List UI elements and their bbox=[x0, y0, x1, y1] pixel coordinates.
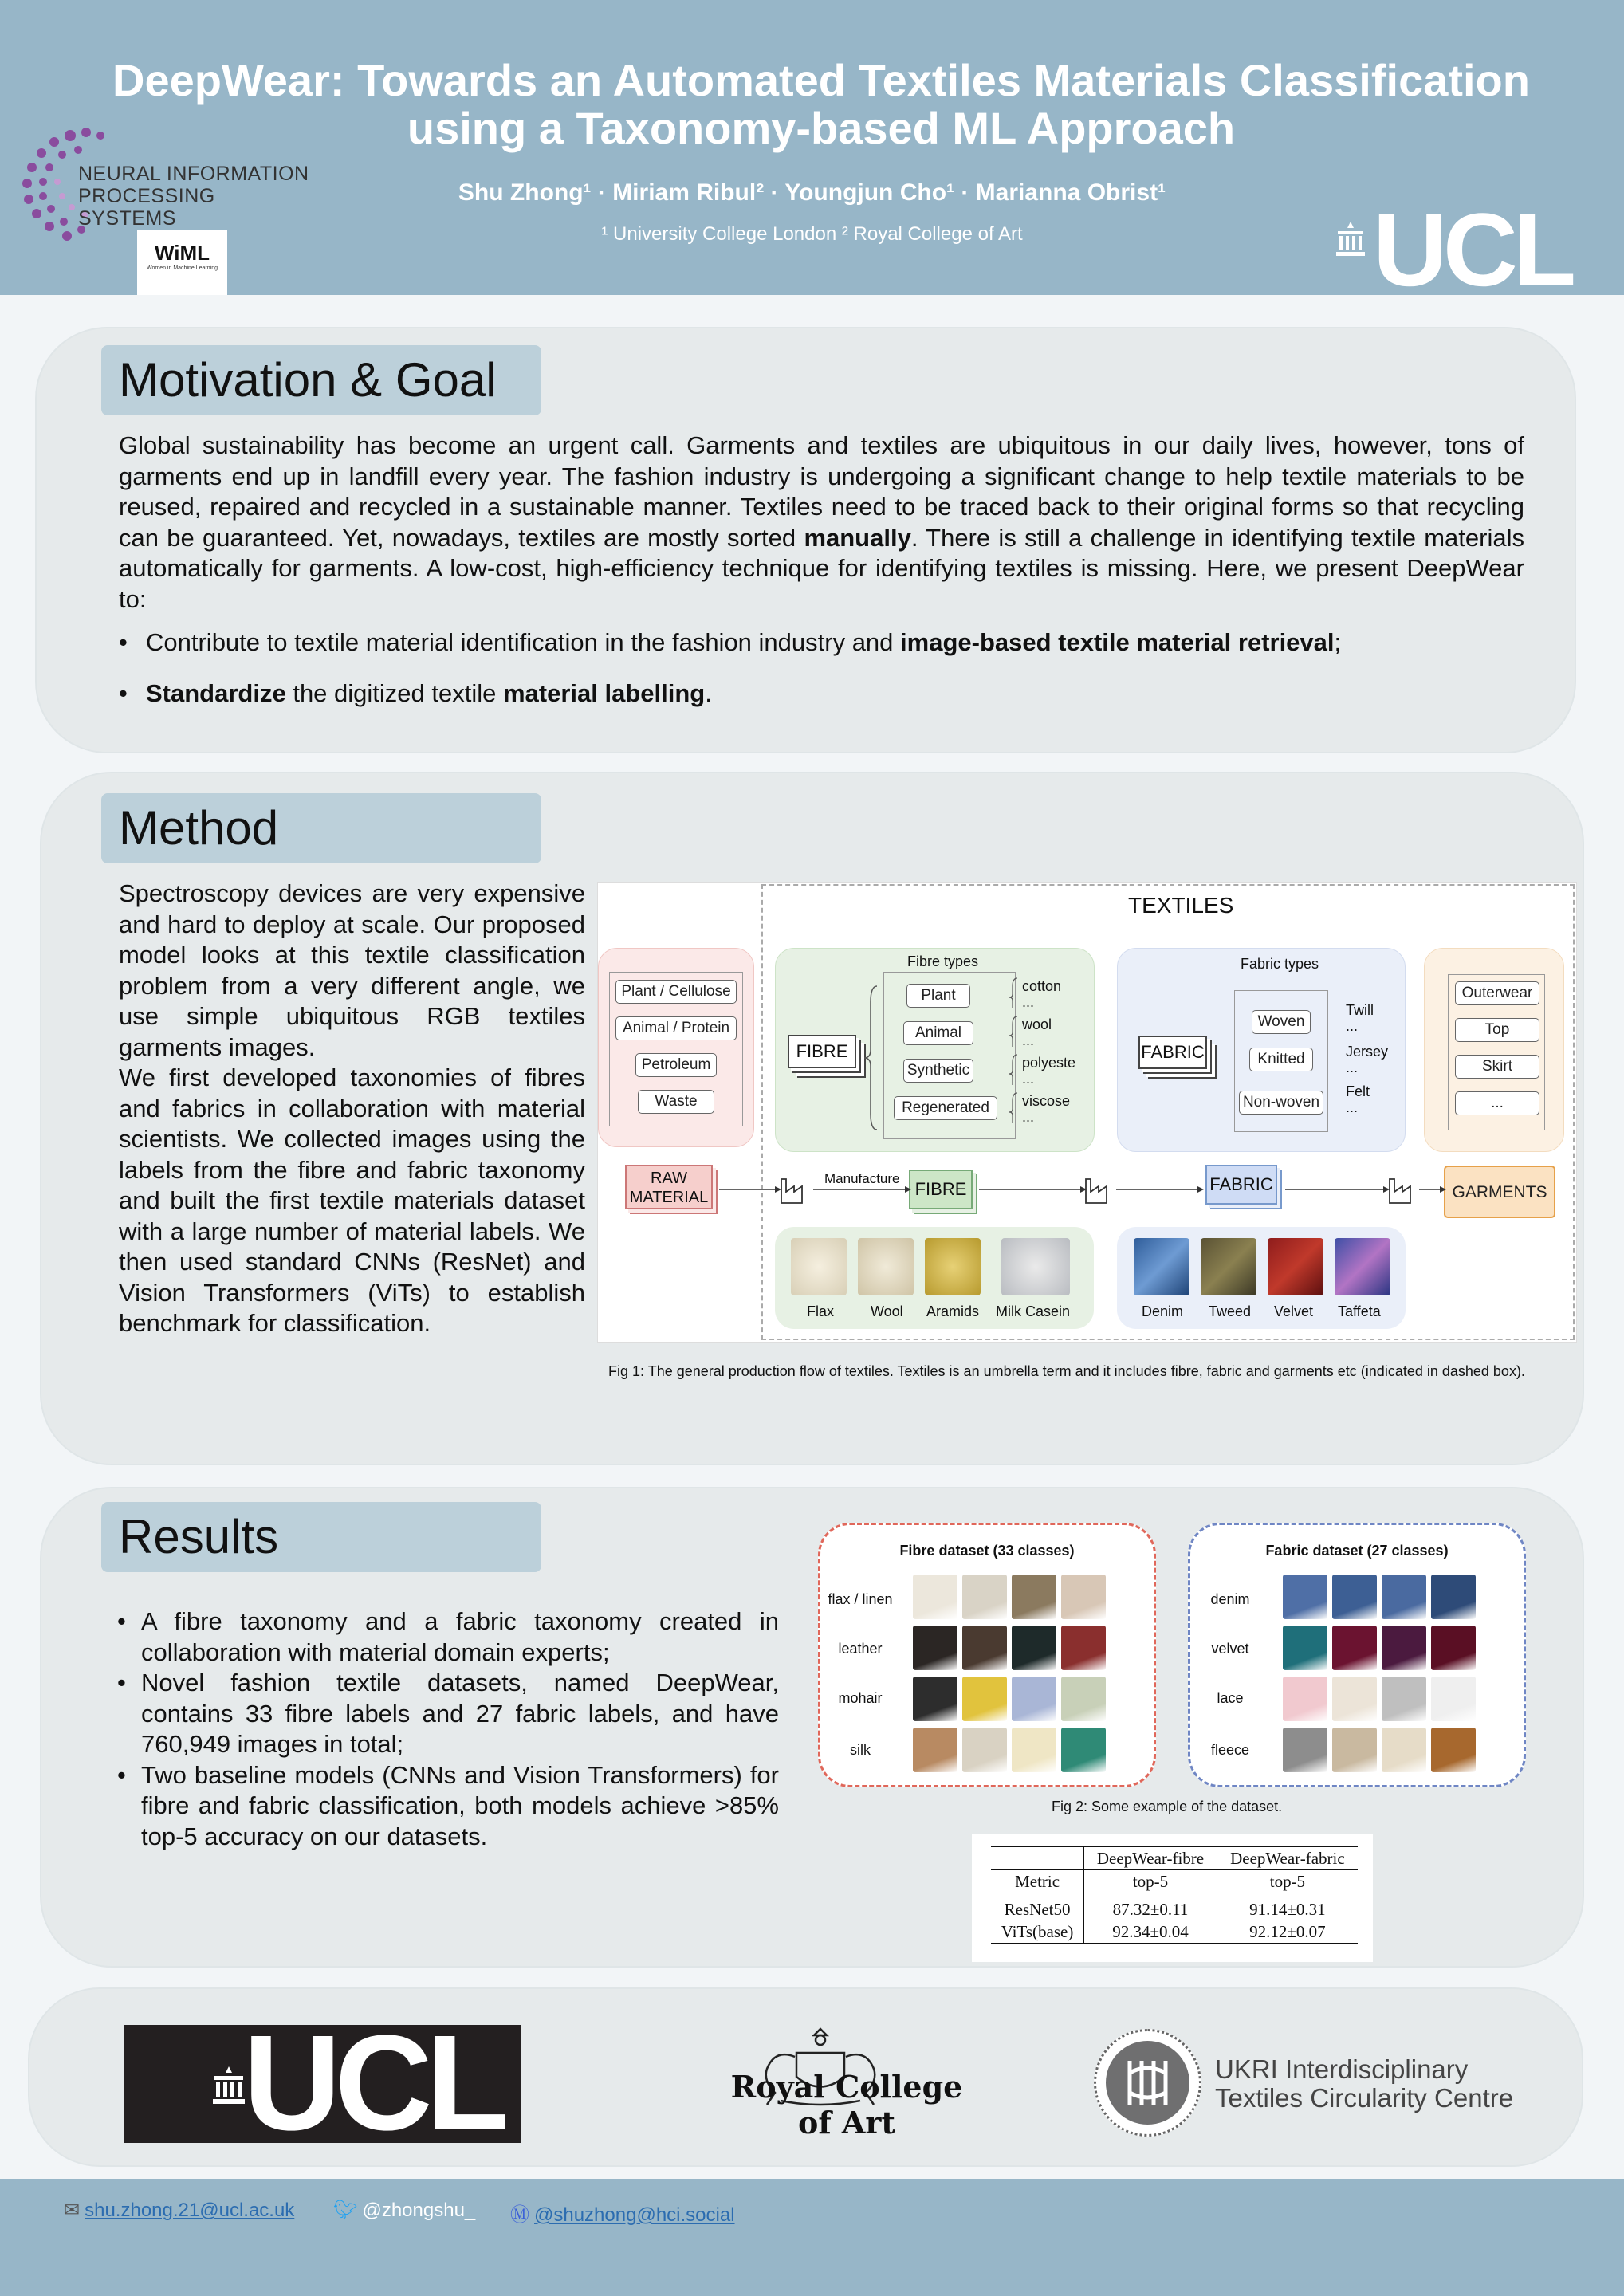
method-title: Method bbox=[101, 793, 541, 863]
motivation-paragraph bbox=[119, 431, 1524, 615]
rca-logo-text: Royal College of Art bbox=[730, 2069, 963, 2141]
fabric-dataset-box bbox=[1188, 1523, 1526, 1787]
header bbox=[0, 0, 1624, 308]
sample-label-taffeta: Taffeta bbox=[1338, 1303, 1381, 1319]
motivation-text-a: Global sustainability has become an urgent call. Garments and textiles are ubiquitous in our daily lives, however, tons of garments end up in landfill every year. The fashion industry is undergoing a significant change to help textile materials to be reused, repaired and recycled in a sustainable manner. Textiles need to be traced back to their original forms so that recycling can be guaranteed. Yet, nowadays, textiles are mostly sorted bbox=[119, 431, 1524, 552]
fabric-example-image bbox=[1382, 1626, 1426, 1670]
fibre-example-image bbox=[962, 1728, 1007, 1772]
fibre-example-image bbox=[913, 1677, 957, 1721]
fabric-example-image bbox=[1431, 1677, 1476, 1721]
fibre-type-regenerated: Regenerated bbox=[894, 1096, 997, 1120]
velvet-sample-image bbox=[1268, 1238, 1323, 1295]
ukri-text-line2: Textiles Circularity Centre bbox=[1215, 2083, 1514, 2113]
results-bullet-2: • Novel fashion textile datasets, named DeepWear, contains 33 fibre labels and 27 fabric labels, and have 760,949 images in total; bbox=[117, 1668, 779, 1760]
fabric-example-image bbox=[1283, 1728, 1327, 1772]
table-sub-fibre: top-5 bbox=[1084, 1870, 1217, 1893]
ucl-logo-bottom-text: UCL bbox=[243, 2007, 503, 2159]
poster-title-line1: DeepWear: Towards an Automated Textiles Materials Classification bbox=[112, 55, 1530, 105]
table-cell-fibre: 92.34±0.04 bbox=[1084, 1921, 1217, 1944]
mastodon-icon: Ⓜ bbox=[510, 2204, 529, 2226]
motivation-text-bold: manually bbox=[804, 523, 911, 552]
fibre-example-image bbox=[913, 1626, 957, 1670]
motivation-bullet-2: • Standardize the digitized textile material labelling. bbox=[119, 678, 1524, 710]
fabric-example-image bbox=[1332, 1677, 1377, 1721]
fabric-example-image bbox=[1283, 1677, 1327, 1721]
fibre-example-ellipsis-2: ... bbox=[1022, 1032, 1035, 1048]
fabric-example-image bbox=[1283, 1575, 1327, 1619]
results-bullet-1: • A fibre taxonomy and a fabric taxonomy created in collaboration with material domain experts; bbox=[117, 1606, 779, 1668]
fibre-row-label: leather bbox=[838, 1641, 883, 1657]
wiml-logo bbox=[137, 230, 227, 295]
fibre-example-image bbox=[1061, 1728, 1106, 1772]
fibre-example-viscose: viscose bbox=[1022, 1093, 1071, 1109]
method-paragraph-2: We first developed taxonomies of fibres and fabrics in collaboration with material scientists. We collected images using the labels from the fibre and fabric taxonomy and built the first textile materials dataset with a large number of material labels. We then used standard CNNs (ResNet) and Vision Transformers (ViTs) to establish benchmark for classification. bbox=[119, 1063, 585, 1337]
logos-panel bbox=[28, 1987, 1583, 2167]
fabric-example-felt: Felt bbox=[1346, 1083, 1370, 1099]
fibre-example-cotton: cotton bbox=[1022, 978, 1062, 994]
flax-sample-image bbox=[791, 1238, 847, 1295]
fibre-example-image bbox=[1012, 1677, 1056, 1721]
flow-garments: GARMENTS bbox=[1444, 1166, 1555, 1218]
ucl-logo-bottom bbox=[124, 2007, 521, 2159]
motivation-text-b: . There is still a challenge in identifying textile materials automatically for garments. A low-cost, high-efficiency technique for identifying textiles is missing. Here, we present DeepWear to: bbox=[119, 523, 1524, 613]
fabric-stack: FABRIC bbox=[1138, 1036, 1207, 1069]
table-cell-model: ResNet50 bbox=[1004, 1900, 1071, 1919]
textiles-label: TEXTILES bbox=[1128, 893, 1234, 918]
ukri-circle bbox=[1094, 2029, 1201, 2137]
ukri-knot-icon bbox=[1106, 2041, 1189, 2125]
ukri-text-line1: UKRI Interdisciplinary bbox=[1215, 2054, 1469, 2084]
fabric-example-image bbox=[1332, 1728, 1377, 1772]
footer bbox=[0, 2179, 1624, 2296]
fibre-example-ellipsis-1: ... bbox=[1022, 994, 1035, 1010]
fibre-example-image bbox=[1061, 1626, 1106, 1670]
ucl-portico-icon bbox=[1335, 222, 1366, 257]
rca-logo bbox=[715, 2021, 978, 2141]
taffeta-sample-image bbox=[1335, 1238, 1390, 1295]
fibre-example-ellipsis-3: ... bbox=[1022, 1071, 1035, 1087]
affiliations: ¹ University College London ² Royal College of Art bbox=[601, 223, 1023, 245]
fibre-row-label: silk bbox=[850, 1742, 871, 1758]
motivation-bullets bbox=[119, 627, 1524, 709]
fabric-type-woven: Woven bbox=[1252, 1010, 1311, 1034]
motivation-title: Motivation & Goal bbox=[101, 345, 541, 415]
ukri-logo bbox=[1094, 2025, 1540, 2145]
sample-label-aramids: Aramids bbox=[926, 1303, 980, 1319]
poster-title-line2: using a Taxonomy-based ML Approach bbox=[407, 103, 1236, 153]
fibre-type-plant: Plant bbox=[906, 984, 970, 1008]
fibre-stack: FIBRE bbox=[788, 1035, 856, 1068]
milk-casein-sample-image bbox=[1001, 1238, 1070, 1295]
table-sub-fabric: top-5 bbox=[1217, 1870, 1358, 1893]
fibre-type-synthetic: Synthetic bbox=[903, 1059, 973, 1083]
table-cell-model: ViTs(base) bbox=[1001, 1922, 1074, 1941]
sample-label-wool: Wool bbox=[871, 1303, 903, 1319]
fabric-type-knitted: Knitted bbox=[1249, 1048, 1313, 1071]
table-header-metric: Metric bbox=[1015, 1872, 1060, 1891]
fabric-example-twill: Twill bbox=[1346, 1002, 1374, 1018]
authors: Shu Zhong¹ · Miriam Ribul² · Youngjun Cho¹ · Marianna Obrist¹ bbox=[458, 179, 1166, 206]
results-bullets bbox=[117, 1606, 779, 1852]
aramids-sample-image bbox=[925, 1238, 981, 1295]
figure-1-caption: Fig 1: The general production flow of textiles. Textiles is an umbrella term and it includes fibre, fabric and garments etc (indicated in dashed box). bbox=[608, 1363, 1525, 1379]
flow-raw-material: RAW MATERIAL bbox=[625, 1165, 713, 1209]
figure-2-caption: Fig 2: Some example of the dataset. bbox=[1052, 1799, 1283, 1814]
fibre-types-label: Fibre types bbox=[907, 953, 979, 969]
fibre-brackets bbox=[853, 970, 1028, 1146]
fibre-row-label: flax / linen bbox=[828, 1591, 893, 1607]
sample-label-tweed: Tweed bbox=[1209, 1303, 1252, 1319]
fibre-row-label: mohair bbox=[838, 1690, 883, 1706]
ukri-knot-svg bbox=[1106, 2041, 1189, 2125]
sample-label-flax: Flax bbox=[807, 1303, 835, 1319]
twitter-icon: 🐦︎ bbox=[333, 2200, 358, 2221]
flow-manufacture-label: Manufacture bbox=[824, 1171, 900, 1186]
table-row bbox=[991, 1921, 1358, 1944]
fibre-example-image bbox=[1012, 1626, 1056, 1670]
denim-sample-image bbox=[1134, 1238, 1189, 1295]
garment-skirt: Skirt bbox=[1455, 1055, 1539, 1079]
fibre-example-image bbox=[1012, 1728, 1056, 1772]
fibre-example-image bbox=[1012, 1575, 1056, 1619]
mastodon-link[interactable]: Ⓜ @shuzhong@hci.social bbox=[510, 2199, 735, 2227]
fabric-example-image bbox=[1332, 1626, 1377, 1670]
fibre-dataset-title: Fibre dataset (33 classes) bbox=[899, 1543, 1075, 1559]
fabric-types-label: Fabric types bbox=[1241, 956, 1319, 972]
fabric-row-label: fleece bbox=[1210, 1742, 1250, 1758]
fabric-example-image bbox=[1382, 1728, 1426, 1772]
fibre-type-animal: Animal bbox=[903, 1021, 973, 1045]
table-header-fabric: DeepWear-fabric bbox=[1217, 1846, 1358, 1870]
fabric-example-image bbox=[1431, 1575, 1476, 1619]
fibre-example-polyester: polyeste bbox=[1022, 1055, 1076, 1071]
tweed-sample-image bbox=[1201, 1238, 1256, 1295]
fabric-row-label: velvet bbox=[1211, 1641, 1249, 1657]
fibre-example-wool: wool bbox=[1022, 1016, 1052, 1032]
table-header-fibre: DeepWear-fibre bbox=[1084, 1846, 1217, 1870]
method-paragraph bbox=[119, 879, 585, 1339]
fabric-example-ellipsis-1: ... bbox=[1346, 1018, 1359, 1034]
fabric-example-image bbox=[1431, 1626, 1476, 1670]
wiml-logo-subtext: Women in Machine Learning bbox=[147, 265, 218, 271]
fabric-row-label: denim bbox=[1210, 1591, 1250, 1607]
raw-source-plant: Plant / Cellulose bbox=[615, 980, 737, 1004]
fabric-example-image bbox=[1431, 1728, 1476, 1772]
flow-arrows bbox=[598, 1154, 1578, 1233]
wiml-logo-text: WiML bbox=[154, 241, 210, 265]
ucl-portico-icon bbox=[211, 2066, 246, 2106]
fabric-row-label: lace bbox=[1217, 1690, 1244, 1706]
raw-source-petroleum: Petroleum bbox=[635, 1053, 717, 1077]
garment-top: Top bbox=[1455, 1018, 1539, 1042]
fabric-type-nonwoven: Non-woven bbox=[1239, 1091, 1323, 1115]
fibre-example-image bbox=[962, 1626, 1007, 1670]
table-cell-fibre: 87.32±0.11 bbox=[1084, 1893, 1217, 1921]
fibre-example-image bbox=[913, 1575, 957, 1619]
table-cell-fabric: 91.14±0.31 bbox=[1217, 1893, 1358, 1921]
fabric-example-image bbox=[1283, 1626, 1327, 1670]
fibre-example-image bbox=[1061, 1677, 1106, 1721]
ukri-logo-text bbox=[1215, 2055, 1513, 2113]
fibre-example-image bbox=[913, 1728, 957, 1772]
sample-label-velvet: Velvet bbox=[1274, 1303, 1314, 1319]
twitter-handle[interactable]: 🐦︎ @zhongshu_ bbox=[333, 2200, 476, 2221]
factory-icons bbox=[781, 1179, 1410, 1203]
wool-sample-image bbox=[858, 1238, 914, 1295]
sample-label-denim: Denim bbox=[1142, 1303, 1184, 1319]
neurips-logo bbox=[14, 120, 317, 247]
fabric-example-image bbox=[1382, 1677, 1426, 1721]
email-icon: ✉ bbox=[64, 2200, 81, 2221]
fibre-example-image bbox=[962, 1677, 1007, 1721]
results-table bbox=[972, 1834, 1373, 1962]
garment-outerwear: Outerwear bbox=[1455, 981, 1539, 1005]
fibre-example-image bbox=[1061, 1575, 1106, 1619]
results-bullet-3: • Two baseline models (CNNs and Vision Transformers) for fibre and fabric classification, both models achieve >85% top-5 accuracy on our datasets. bbox=[117, 1760, 779, 1853]
method-paragraph-1: Spectroscopy devices are very expensive and hard to deploy at scale. Our proposed model looks at this textile classification problem from a very different angle, we use simple ubiquitous RGB textiles garments images. bbox=[119, 879, 585, 1061]
fibre-dataset-box bbox=[818, 1523, 1156, 1787]
email-link[interactable]: ✉ shu.zhong.21@ucl.ac.uk bbox=[64, 2200, 295, 2221]
motivation-panel bbox=[35, 327, 1576, 753]
flow-fabric: FABRIC bbox=[1205, 1165, 1277, 1205]
ucl-logo-text: UCL bbox=[1373, 191, 1572, 308]
garment-ellipsis: ... bbox=[1455, 1091, 1539, 1115]
fabric-example-ellipsis-3: ... bbox=[1346, 1099, 1359, 1115]
fabric-example-image bbox=[1382, 1575, 1426, 1619]
fabric-dataset-title: Fabric dataset (27 classes) bbox=[1265, 1543, 1449, 1559]
table-cell-fabric: 92.12±0.07 bbox=[1217, 1921, 1358, 1944]
fabric-example-ellipsis-2: ... bbox=[1346, 1060, 1359, 1075]
fabric-example-image bbox=[1332, 1575, 1377, 1619]
results-title: Results bbox=[101, 1502, 541, 1572]
raw-source-waste: Waste bbox=[638, 1090, 714, 1114]
raw-source-animal: Animal / Protein bbox=[615, 1016, 737, 1040]
fibre-example-ellipsis-4: ... bbox=[1022, 1109, 1035, 1125]
table-row bbox=[991, 1893, 1358, 1921]
neurips-logo-text: NEURAL INFORMATION PROCESSING SYSTEMS bbox=[78, 163, 309, 230]
motivation-bullet-1: • Contribute to textile material identification in the fashion industry and image-based textile material retrieval; bbox=[119, 627, 1524, 659]
ucl-logo-top bbox=[1331, 191, 1595, 308]
flow-fibre: FIBRE bbox=[909, 1170, 973, 1209]
fibre-example-image bbox=[962, 1575, 1007, 1619]
sample-label-milk-casein: Milk Casein bbox=[996, 1303, 1071, 1319]
figure-1 bbox=[597, 882, 1577, 1343]
fabric-example-jersey: Jersey bbox=[1346, 1044, 1389, 1060]
